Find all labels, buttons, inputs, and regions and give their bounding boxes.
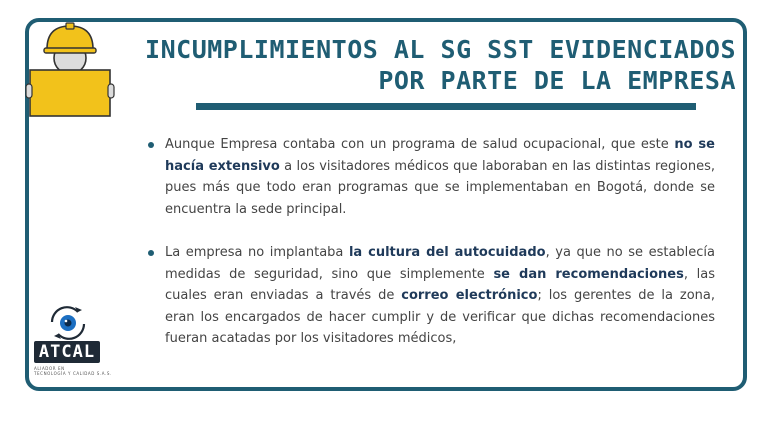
bullet-text: , ya que no se establecía medidas de seguridad, sino que simplemente <box>165 245 715 282</box>
bullet-text: Aunque Empresa contaba con un programa de salud ocupacional, que este <box>165 137 675 152</box>
logo-tagline: ALIADOR EN <box>34 366 65 371</box>
logo-wordmark: ATCAL <box>34 341 100 363</box>
title-line-2: POR PARTE DE LA EMPRESA <box>378 66 736 95</box>
bullet-item <box>145 242 715 350</box>
bullet-text: a los visitadores médicos que laboraban en las distintas regiones, pues más que todo eran programas que se implementaban en Bogotá, donde se encuentra la sede principal. <box>165 158 715 217</box>
title-line-1: INCUMPLIMIENTOS AL SG SST EVIDENCIADOS <box>145 35 736 64</box>
page-title <box>118 34 736 96</box>
title-underline <box>196 103 696 110</box>
eye-rotate-icon <box>34 305 104 341</box>
bullet-emphasis: no se hacía extensivo <box>165 137 715 174</box>
bullet-text: La empresa no implantaba <box>165 245 349 260</box>
logo-tagline: TECNOLOGÍA Y CALIDAD S.A.S. <box>34 371 112 376</box>
bullet-text: ; los gerentes de la zona, eran los encargados de hacer cumplir y de verificar que dichas recomendaciones fueran acatadas por los visitadores médicos, <box>165 288 715 346</box>
bullet-list <box>145 134 715 350</box>
company-logo <box>34 305 112 385</box>
bullet-dot-icon <box>148 142 154 148</box>
bullet-emphasis: la cultura del autocuidado <box>348 245 546 260</box>
bullet-text: , las cuales eran enviadas a través de <box>165 266 716 303</box>
bullet-item <box>145 134 715 220</box>
bullet-dot-icon <box>148 250 154 256</box>
construction-worker-icon <box>24 18 116 118</box>
bullet-emphasis: se dan recomendaciones <box>493 266 684 282</box>
bullet-emphasis: correo electrónico <box>401 288 538 303</box>
